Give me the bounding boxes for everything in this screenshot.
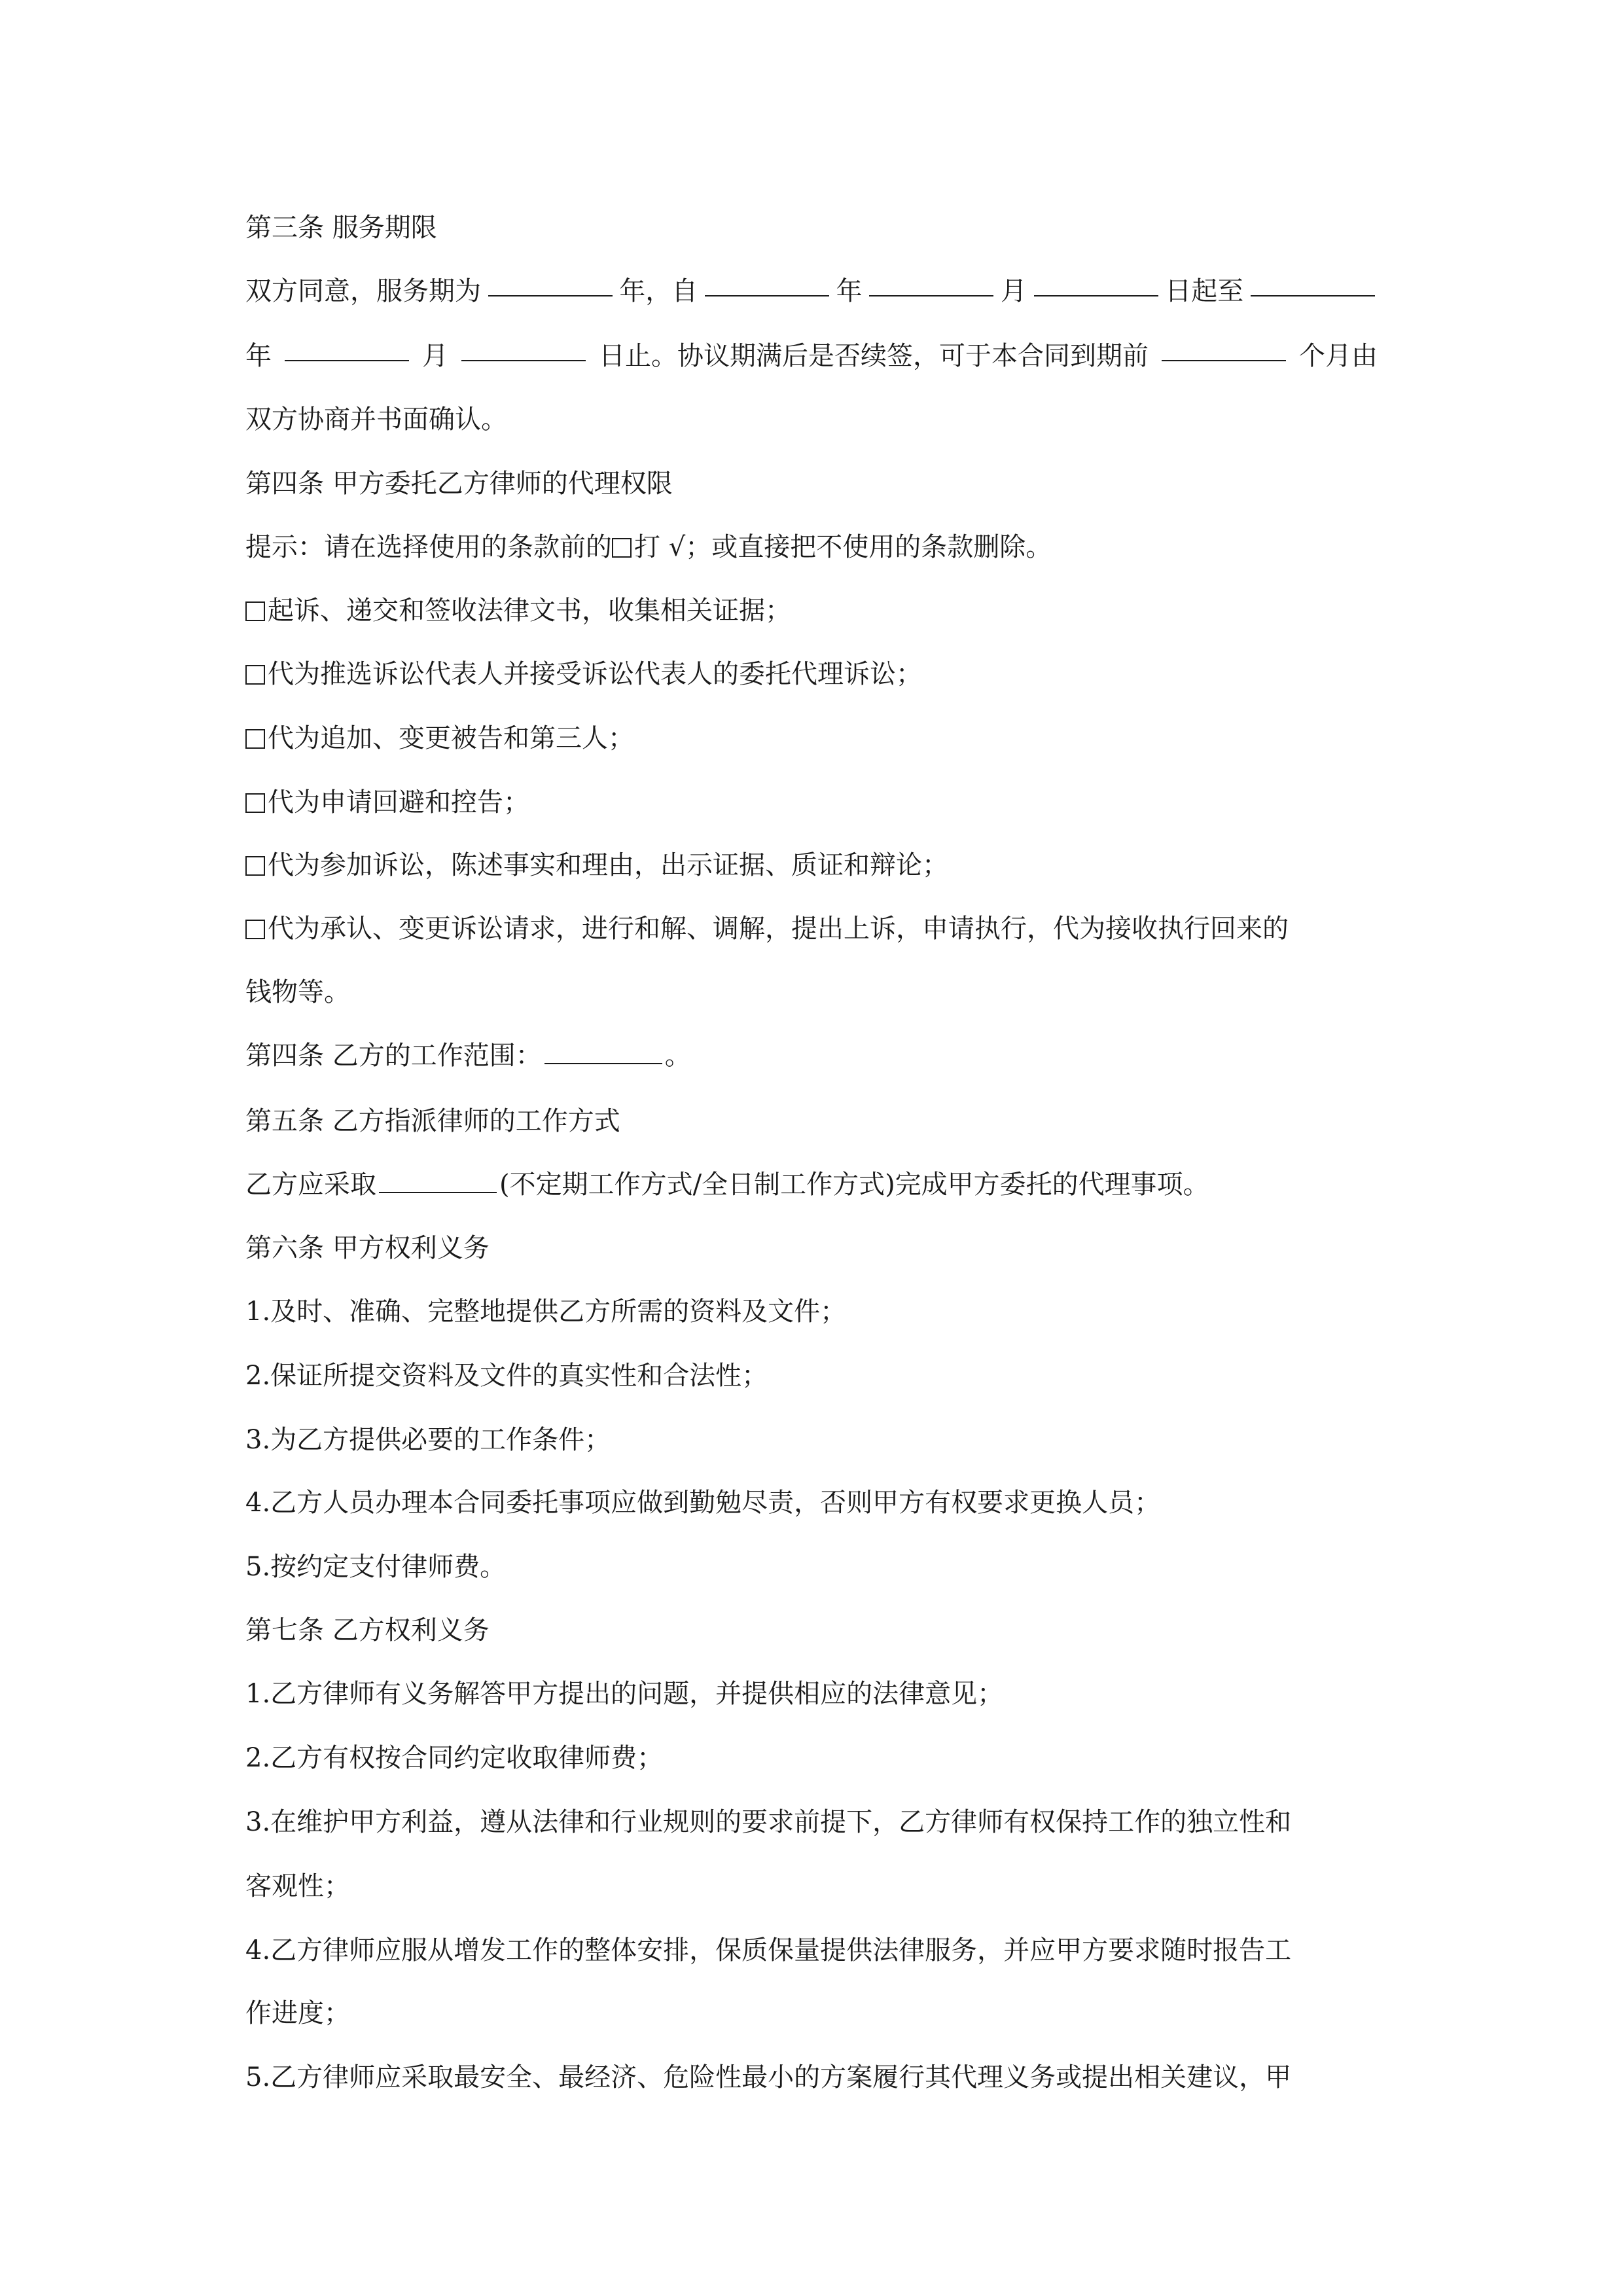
option-checkbox[interactable] [245, 665, 265, 685]
blank-start-year[interactable] [705, 272, 829, 296]
text-segment: 年，自 [619, 276, 698, 306]
article-7-item: 2.乙方有权按合同约定收取律师费； [245, 1743, 664, 1773]
article-3-heading: 第三条 服务期限 [245, 213, 437, 243]
article-6-item: 4.乙方人员办理本合同委托事项应做到勤勉尽责，否则甲方有权要求更换人员； [245, 1488, 1161, 1518]
article-7-item: 1.乙方律师有义务解答甲方提出的问题，并提供相应的法律意见； [245, 1679, 1004, 1709]
hint-line [245, 528, 1378, 567]
text-segment: 双方同意，服务期为 [245, 276, 481, 306]
text-segment: 个月由 [1299, 341, 1378, 371]
option-label: 代为推选诉讼代表人并接受诉讼代表人的委托代理诉讼； [268, 659, 922, 689]
option-checkbox[interactable] [245, 793, 265, 813]
option-checkbox[interactable] [245, 729, 265, 749]
article-6-item: 5.按约定支付律师费。 [245, 1552, 507, 1582]
blank-work-scope[interactable] [544, 1039, 662, 1064]
article-7-item: 5.乙方律师应采取最安全、最经济、危险性最小的方案履行其代理义务或提出相关建议，甲 [245, 2062, 1292, 2092]
text-segment: (不定期工作方式/全日制工作方式)完成甲方委托的代理事项。 [499, 1170, 1209, 1200]
article-5-heading: 第五条 乙方指派律师的工作方式 [245, 1106, 620, 1136]
blank-end-day[interactable] [461, 336, 586, 361]
option-item [245, 719, 1378, 758]
text-segment: 。 [664, 1041, 691, 1071]
option-label: 代为承认、变更诉讼请求，进行和解、调解，提出上诉，申请执行，代为接收执行回来的 [268, 914, 1289, 944]
article-6-item: 3.为乙方提供必要的工作条件； [245, 1425, 611, 1455]
article-4-heading: 第四条 甲方委托乙方律师的代理权限 [245, 469, 673, 499]
option-item [245, 655, 1378, 694]
option-label: 代为追加、变更被告和第三人； [268, 723, 634, 753]
text-segment: 第四条 乙方的工作范围： [245, 1041, 542, 1071]
text-segment: 日止。协议期满后是否续签，可于本合同到期前 [599, 341, 1149, 371]
article-6-item: 2.保证所提交资料及文件的真实性和合法性； [245, 1361, 768, 1391]
article-7-item: 3.在维护甲方利益，遵从法律和行业规则的要求前提下，乙方律师有权保持工作的独立性和 [245, 1807, 1292, 1837]
blank-service-years[interactable] [488, 272, 613, 296]
blank-end-month[interactable] [285, 336, 409, 361]
option-checkbox[interactable] [245, 920, 265, 939]
article-7-item-continued: 客观性； [245, 1871, 350, 1901]
text-segment: 提示：请在选择使用的条款前的 [245, 532, 612, 562]
option-checkbox[interactable] [245, 601, 265, 621]
article-6-heading: 第六条 甲方权利义务 [245, 1233, 490, 1263]
blank-end-year[interactable] [1251, 272, 1375, 296]
text-segment: 月 [1000, 276, 1027, 306]
text-segment: 打 √；或直接把不使用的条款删除。 [634, 532, 1052, 562]
blank-start-month[interactable] [869, 272, 993, 296]
blank-renewal-months[interactable] [1162, 336, 1286, 361]
blank-start-day[interactable] [1034, 272, 1158, 296]
checkbox-sample [612, 538, 632, 558]
article-3-line-2 [245, 336, 1378, 376]
option-label: 代为申请回避和控告； [268, 787, 529, 817]
option-label: 起诉、递交和签收法律文书，收集相关证据； [268, 596, 791, 626]
option-item [245, 846, 1378, 885]
text-segment: 月 [422, 341, 448, 371]
article-4b-line [245, 1036, 1378, 1075]
article-7-heading: 第七条 乙方权利义务 [245, 1615, 490, 1645]
option-label: 代为参加诉讼，陈述事实和理由，出示证据、质证和辩论； [268, 850, 948, 880]
text-segment: 年 [245, 341, 272, 371]
article-3-line-3: 双方协商并书面确认。 [245, 404, 507, 435]
option-item [245, 591, 1378, 630]
blank-work-mode[interactable] [379, 1168, 497, 1193]
option-item [245, 909, 1378, 948]
option-item-continued: 钱物等。 [245, 977, 350, 1007]
text-segment: 日起至 [1165, 276, 1244, 306]
option-checkbox[interactable] [245, 856, 265, 876]
article-7-item: 4.乙方律师应服从增发工作的整体安排，保质保量提供法律服务，并应甲方要求随时报告工 [245, 1935, 1292, 1965]
text-segment: 年 [836, 276, 863, 306]
article-3-line-1 [245, 272, 1378, 311]
text-segment: 乙方应采取 [245, 1170, 376, 1200]
article-6-item: 1.及时、准确、完整地提供乙方所需的资料及文件； [245, 1297, 847, 1327]
article-7-item-continued: 作进度； [245, 1998, 350, 2028]
article-5-line [245, 1165, 1378, 1204]
option-item [245, 783, 1378, 822]
